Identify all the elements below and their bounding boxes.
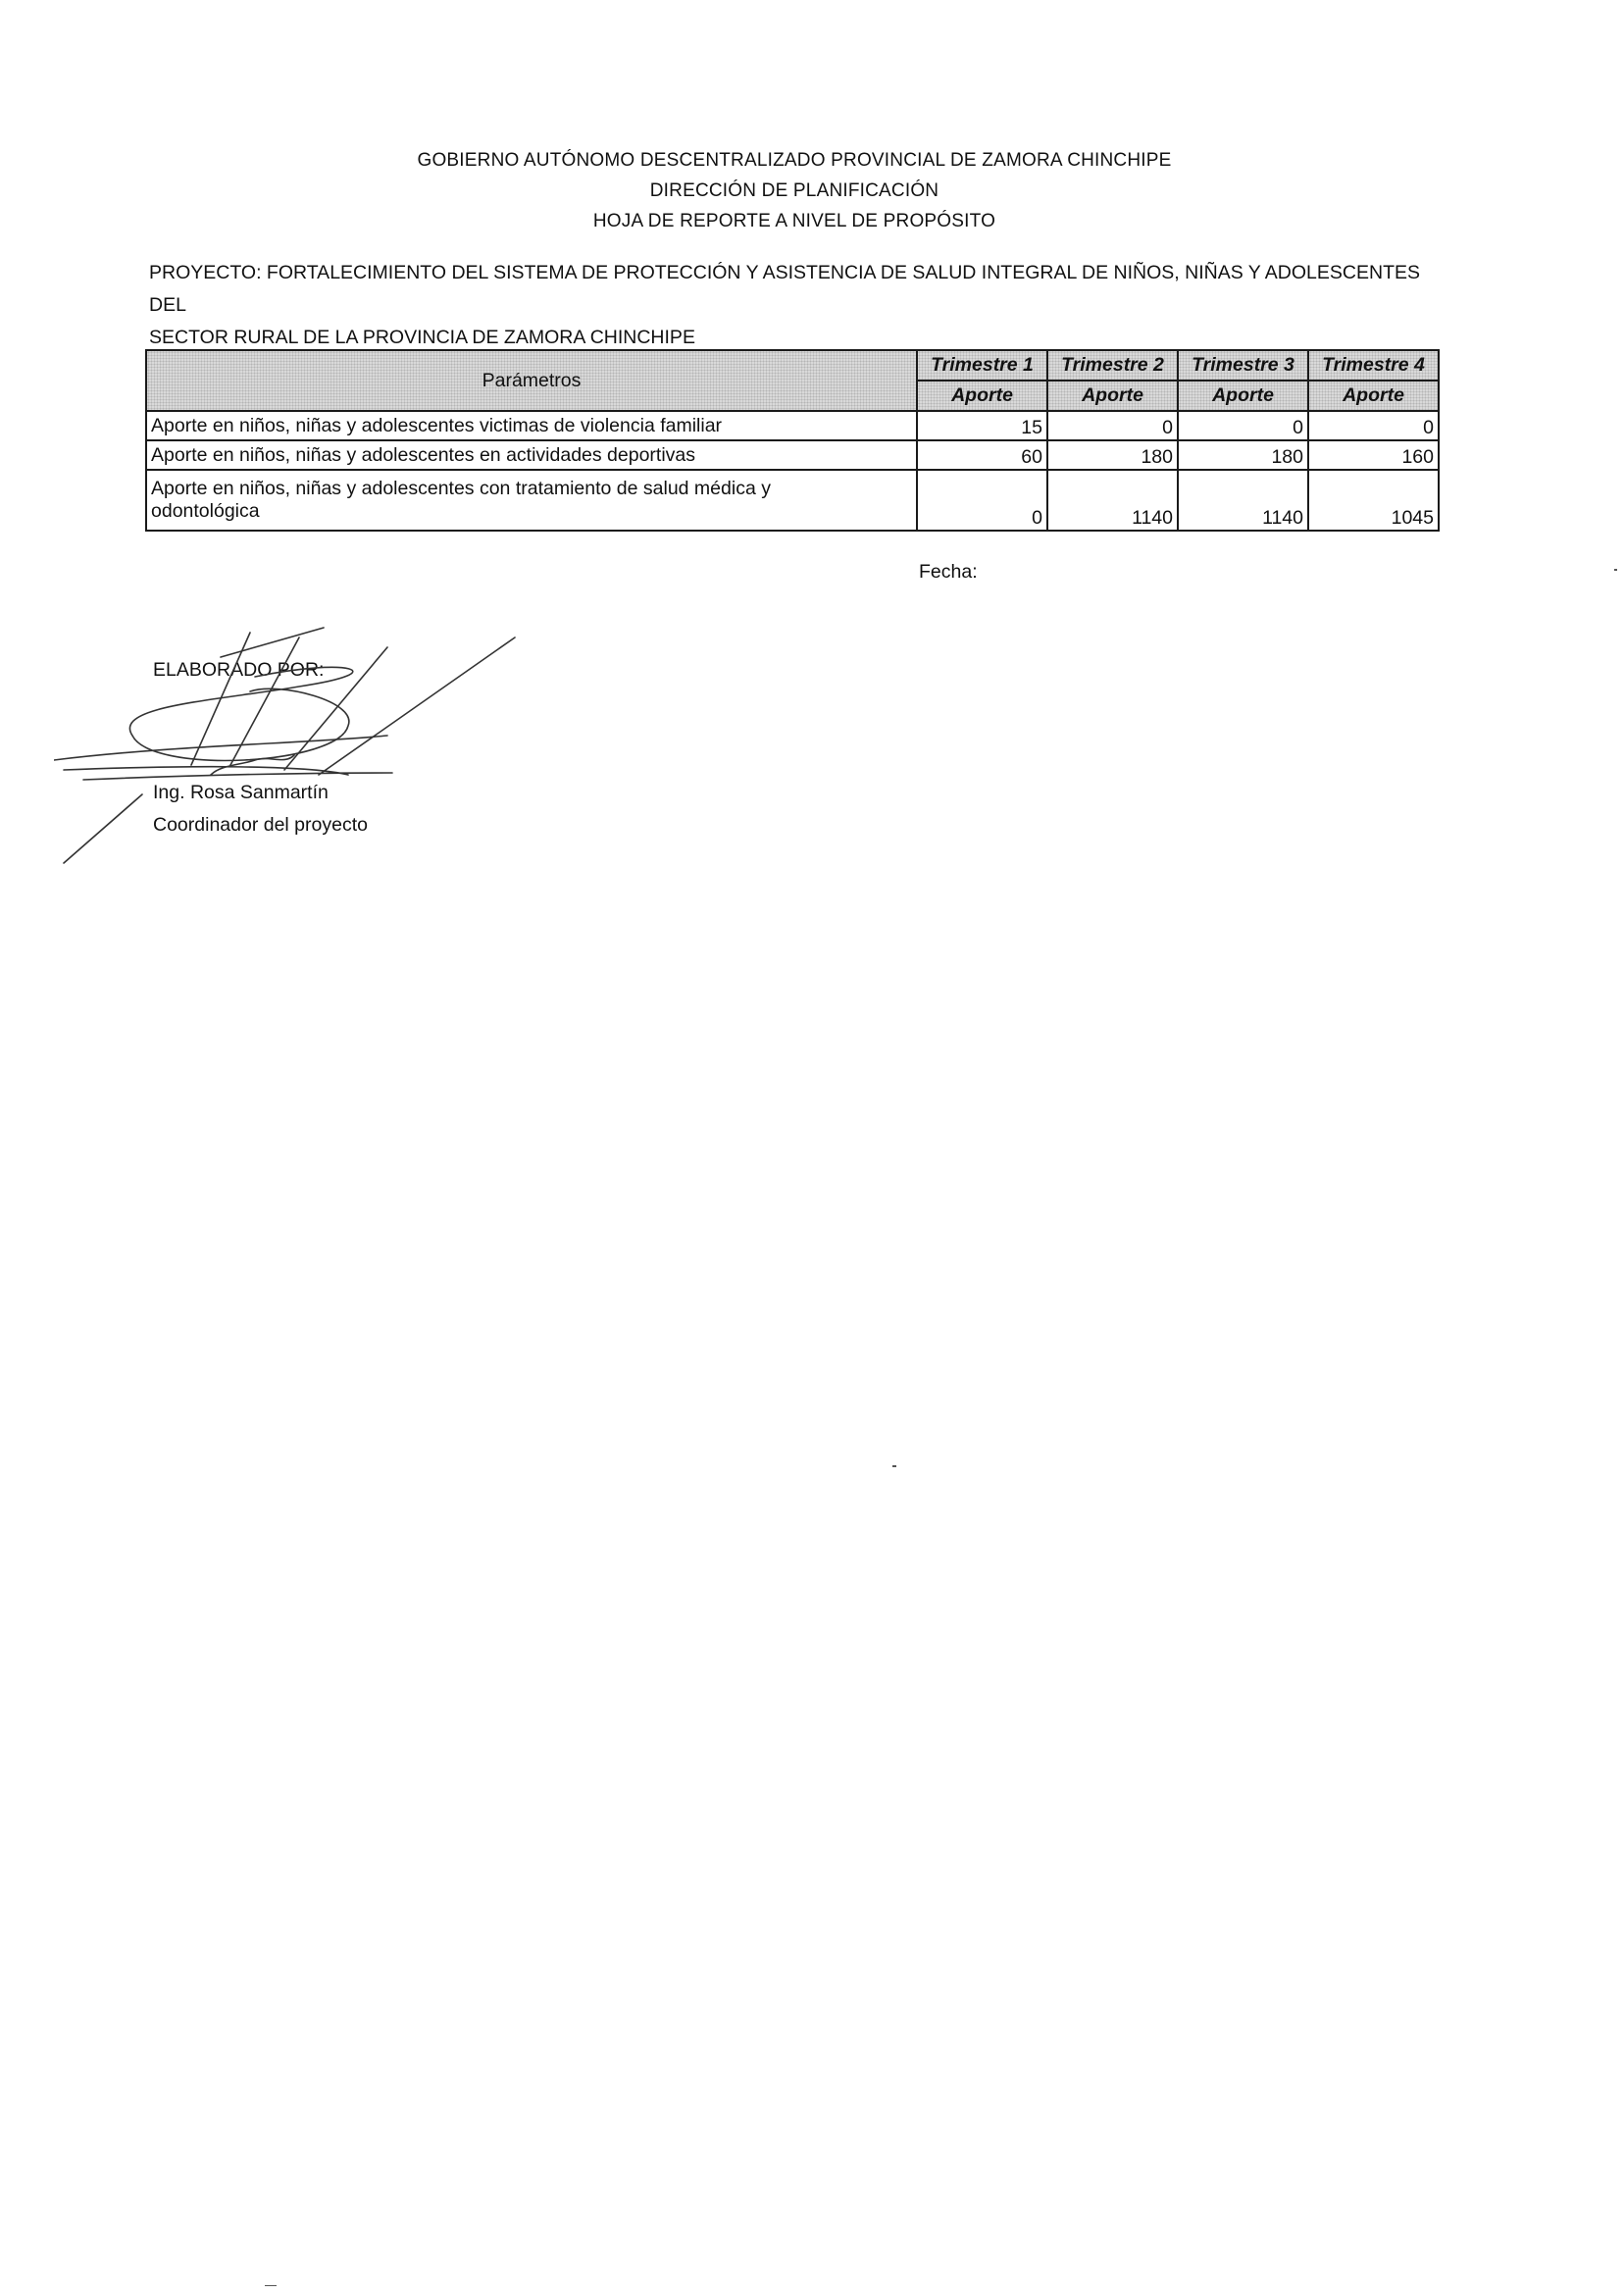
quarter-header-3: Trimestre 3	[1178, 350, 1308, 381]
table-row	[146, 470, 1439, 531]
row-value: 1045	[1308, 470, 1439, 531]
row-value: 0	[1047, 411, 1178, 440]
row-value: 0	[917, 470, 1047, 531]
scan-speck	[1614, 569, 1617, 571]
date-label: Fecha:	[919, 561, 978, 583]
table-header-row	[146, 350, 1439, 381]
param-header: Parámetros	[146, 350, 917, 411]
quarter-header-1: Trimestre 1	[917, 350, 1047, 381]
header-institution: GOBIERNO AUTÓNOMO DESCENTRALIZADO PROVINCIAL DE ZAMORA CHINCHIPE	[417, 150, 1172, 171]
signer-block	[153, 777, 368, 841]
signer-name: Ing. Rosa Sanmartín	[153, 782, 329, 803]
aporte-header-1: Aporte	[917, 381, 1047, 411]
scan-speck	[265, 2285, 277, 2286]
header-report-title: HOJA DE REPORTE A NIVEL DE PROPÓSITO	[592, 211, 996, 231]
table-row	[146, 411, 1439, 440]
row-value: 1140	[1047, 470, 1178, 531]
row-value: 180	[1178, 440, 1308, 470]
row-label: Aporte en niños, niñas y adolescentes en actividades deportivas	[146, 440, 917, 470]
scan-speck	[892, 1465, 896, 1467]
row-value: 15	[917, 411, 1047, 440]
row-label-line1: Aporte en niños, niñas y adolescentes con tratamiento de salud médica y	[151, 478, 771, 499]
project-title-line1: PROYECTO: FORTALECIMIENTO DEL SISTEMA DE PROTECCIÓN Y ASISTENCIA DE SALUD INTEGRAL DE NIÑOS, NIÑAS Y ADOLESCENTES DEL	[149, 262, 1420, 316]
quarter-header-4: Trimestre 4	[1308, 350, 1439, 381]
row-value: 180	[1047, 440, 1178, 470]
project-title-line2: SECTOR RURAL DE LA PROVINCIA DE ZAMORA CHINCHIPE	[149, 327, 695, 348]
aporte-header-3: Aporte	[1178, 381, 1308, 411]
row-value: 160	[1308, 440, 1439, 470]
document-header	[373, 145, 1216, 236]
row-value: 0	[1308, 411, 1439, 440]
aporte-header-2: Aporte	[1047, 381, 1178, 411]
project-title	[149, 257, 1444, 354]
signer-role: Coordinador del proyecto	[153, 814, 368, 836]
header-department: DIRECCIÓN DE PLANIFICACIÓN	[649, 180, 939, 201]
row-value: 1140	[1178, 470, 1308, 531]
row-label-line2: odontológica	[151, 500, 260, 522]
aporte-header-4: Aporte	[1308, 381, 1439, 411]
quarter-header-2: Trimestre 2	[1047, 350, 1178, 381]
row-label	[146, 470, 917, 531]
table-row	[146, 440, 1439, 470]
row-label: Aporte en niños, niñas y adolescentes victimas de violencia familiar	[146, 411, 917, 440]
row-value: 60	[917, 440, 1047, 470]
row-value: 0	[1178, 411, 1308, 440]
prepared-by-label: ELABORADO POR:	[153, 659, 325, 681]
report-table	[145, 349, 1440, 532]
